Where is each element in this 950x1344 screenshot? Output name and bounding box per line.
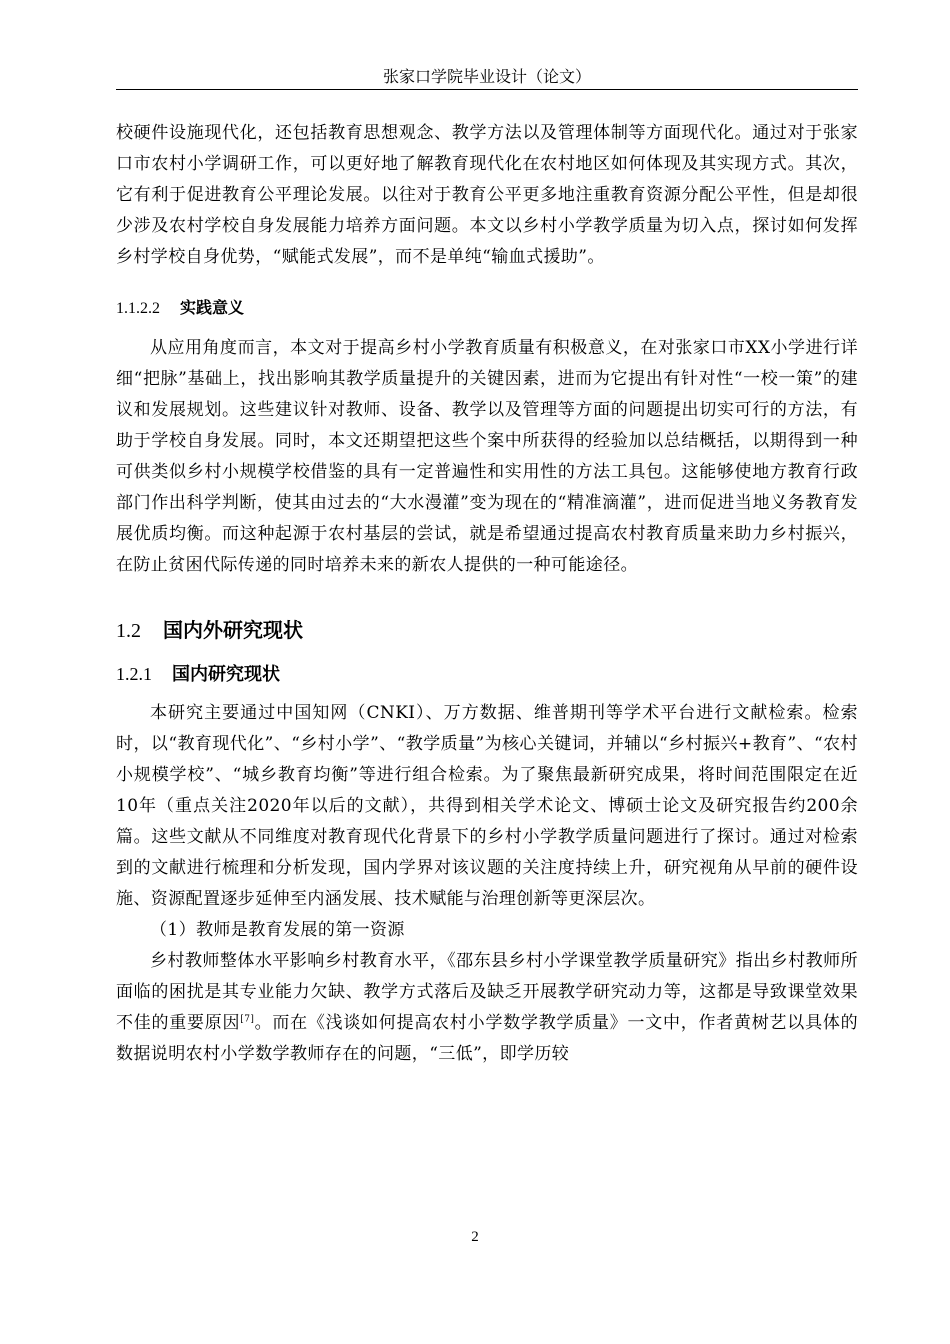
page-number: 2 bbox=[471, 1229, 479, 1245]
paragraph-text-before-citation: 乡村教师整体水平影响乡村教育水平，《邵东县乡村小学课堂教学质量研究》指出乡村教师所面临的困扰是其专业能力欠缺、教学方式落后及缺乏开展教学研究动力等，这都是导致课堂效果不佳的重要原因 bbox=[116, 951, 858, 1033]
heading-title: 国内研究现状 bbox=[172, 664, 280, 685]
heading-number: 1.2 bbox=[116, 620, 141, 642]
header-divider bbox=[116, 89, 858, 90]
page-header-title: 张家口学院毕业设计（论文） bbox=[382, 67, 591, 86]
paragraph-rural-teachers bbox=[116, 946, 858, 1070]
heading-number: 1.1.2.2 bbox=[116, 300, 160, 317]
paragraph-literature-search: 本研究主要通过中国知网（CNKI）、万方数据、维普期刊等学术平台进行文献检索。检索时，以“教育现代化”、“乡村小学”、“教学质量”为核心关键词，并辅以“乡村振兴+教育”、“农村小规模学校”、“城乡教育均衡”等进行组合检索。为了聚焦最新研究成果，将时间范围限定在近10年（重点关注2020年以后的文献），共得到相关学术论文、博硕士论文及研究报告约200余篇。这些文献从不同维度对教育现代化背景下的乡村小学教学质量问题进行了探讨。通过对检索到的文献进行梳理和分析发现，国内学界对该议题的关注度持续上升，研究视角从早前的硬件设施、资源配置逐步延伸至内涵发展、技术赋能与治理创新等更深层次。 bbox=[116, 703, 858, 909]
document-body bbox=[116, 118, 858, 1070]
heading-1-1-2-2 bbox=[116, 296, 858, 321]
heading-1-2-1 bbox=[116, 661, 858, 688]
paragraph-theoretical-significance-continued: 校硬件设施现代化，还包括教育思想观念、教学方法以及管理体制等方面现代化。通过对于张家口市农村小学调研工作，可以更好地了解教育现代化在农村地区如何体现及其实现方式。其次，它有利于促进教育公平理论发展。以往对于教育公平更多地注重教育资源分配公平性，但是却很少涉及农村学校自身发展能力培养方面问题。本文以乡村小学教学质量为切入点，探讨如何发挥乡村学校自身优势，“赋能式发展”，而不是单纯“输血式援助”。 bbox=[116, 123, 858, 267]
heading-number: 1.2.1 bbox=[116, 664, 152, 684]
paragraph-subheading-teachers: （1）教师是教育发展的第一资源 bbox=[150, 920, 405, 940]
heading-title: 国内外研究现状 bbox=[163, 618, 303, 642]
citation-marker: [7] bbox=[240, 1014, 255, 1025]
heading-1-2 bbox=[116, 616, 858, 645]
heading-title: 实践意义 bbox=[180, 298, 245, 317]
paragraph-text-after-citation: 。而在《浅谈如何提高农村小学数学教学质量》一文中，作者黄树艺以具体的数据说明农村小学数学教师存在的问题，“三低”，即学历较 bbox=[116, 1013, 858, 1064]
paragraph-practical-significance: 从应用角度而言，本文对于提高乡村小学教育质量有积极意义，在对张家口市XX小学进行详细“把脉”基础上，找出影响其教学质量提升的关键因素，进而为它提出有针对性“一校一策”的建议和发展规划。这些建议针对教师、设备、教学以及管理等方面的问题提出切实可行的方法，有助于学校自身发展。同时，本文还期望把这些个案中所获得的经验加以总结概括，以期得到一种可供类似乡村小规模学校借鉴的具有一定普遍性和实用性的方法工具包。这能够使地方教育行政部门作出科学判断，使其由过去的“大水漫灌”变为现在的“精准滴灌”，进而促进当地义务教育发展优质均衡。而这种起源于农村基层的尝试，就是希望通过提高农村教育质量来助力乡村振兴，在防止贫困代际传递的同时培养未来的新农人提供的一种可能途径。 bbox=[116, 338, 858, 575]
